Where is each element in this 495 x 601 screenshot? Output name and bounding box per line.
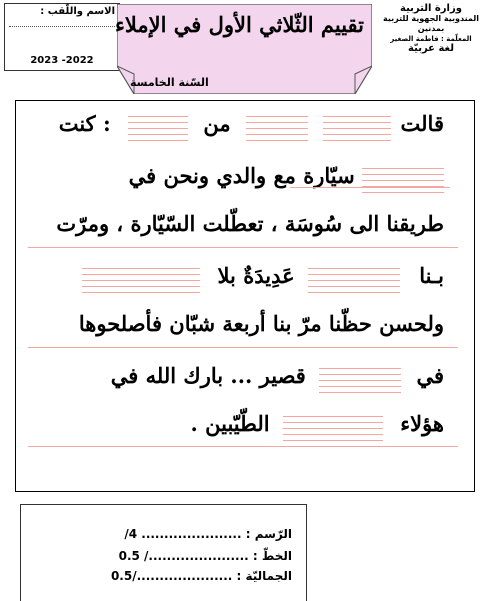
word: في bbox=[416, 363, 444, 388]
blank-field[interactable] bbox=[323, 111, 391, 141]
school-year: 2023 -2022 bbox=[30, 55, 94, 66]
subject-text: لغة عربيّة bbox=[408, 43, 454, 54]
dictation-line-6 bbox=[44, 359, 444, 395]
guide-line bbox=[28, 347, 458, 348]
ministry-text: وزارة التربية bbox=[400, 3, 462, 14]
word: عَدِيدَةٌ بلا bbox=[217, 263, 295, 288]
blank-field[interactable] bbox=[82, 263, 200, 293]
blank-field[interactable] bbox=[319, 363, 401, 393]
guide-line bbox=[290, 187, 450, 188]
word: قصير ... بارك الله في bbox=[110, 363, 306, 388]
dictation-line-5 bbox=[44, 307, 444, 343]
word: سيّارة مع والدي ونحن في bbox=[128, 163, 355, 188]
dictation-line-3 bbox=[44, 207, 444, 243]
word: طريقنا الى سُوسَة ، تعطّلت السّيّارة ، ومرّت bbox=[56, 211, 444, 236]
score-box bbox=[20, 504, 307, 601]
score-drawing: الرّسم : ...................... 4/ bbox=[124, 527, 292, 541]
blank-field[interactable] bbox=[283, 411, 383, 441]
dictation-line-7 bbox=[44, 407, 444, 443]
blank-field[interactable] bbox=[128, 111, 188, 141]
blank-field[interactable] bbox=[246, 111, 308, 141]
guide-line bbox=[28, 247, 458, 248]
dictation-line-1 bbox=[44, 107, 444, 143]
directorate-text: المندوبية الجهوية للتربية bbox=[383, 14, 479, 23]
dictation-line-4 bbox=[44, 259, 444, 295]
word: الطّيّبين . bbox=[190, 411, 270, 436]
word: هؤلاء bbox=[400, 411, 444, 436]
grade-level: السّنة الخامسة bbox=[130, 76, 209, 89]
score-aesthetics: الجماليّة : ...................../0.5 bbox=[110, 569, 292, 583]
page-title: تقييم الثّلاثي الأول في الإملاء bbox=[114, 12, 364, 37]
word: : كنت bbox=[58, 111, 111, 136]
name-label: الاسم واللّقب : bbox=[40, 6, 115, 17]
dictation-line-2 bbox=[44, 159, 444, 195]
word: بـنا bbox=[419, 263, 444, 288]
word: ولحسن حظّنا مرّ بنا أربعة شبّان فأصلحوها bbox=[78, 311, 444, 336]
name-field[interactable] bbox=[9, 26, 115, 27]
institution-header bbox=[372, 4, 490, 68]
word: قالت bbox=[400, 111, 444, 136]
blank-field[interactable] bbox=[308, 263, 400, 293]
student-name-box bbox=[4, 3, 120, 71]
blank-field[interactable] bbox=[362, 163, 444, 193]
word: من bbox=[203, 111, 231, 136]
dictation-frame bbox=[15, 100, 475, 492]
teacher-text: المعلّمة : فاطمة الصغير bbox=[390, 35, 472, 43]
region-text: بمدنين bbox=[417, 24, 445, 33]
guide-line bbox=[28, 446, 458, 447]
score-handwriting: الخطّ : ....................../ 0.5 bbox=[118, 549, 292, 563]
